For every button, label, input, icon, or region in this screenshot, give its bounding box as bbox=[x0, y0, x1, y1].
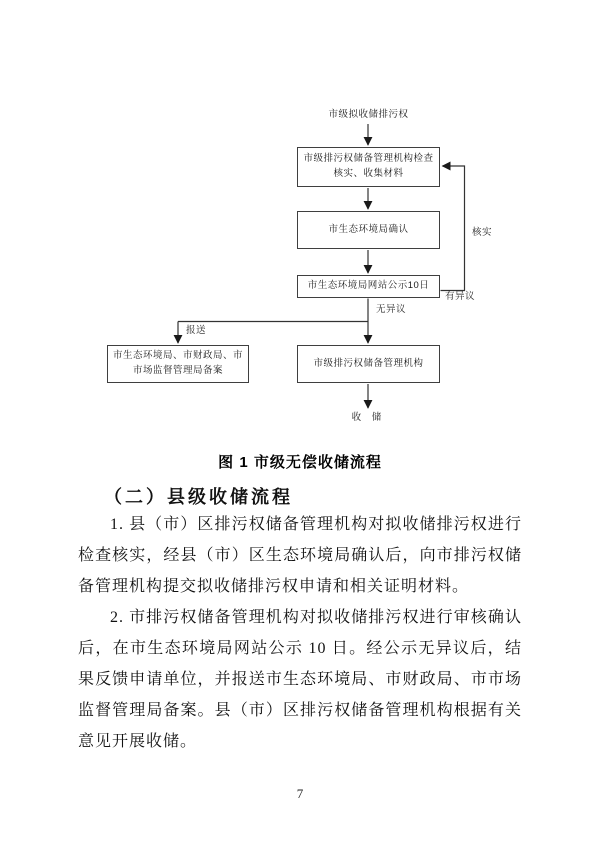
flowchart-outcome-label: 收 储 bbox=[351, 412, 386, 423]
paragraph-1: 1. 县（市）区排污权储备管理机构对拟收储排污权进行检查核实，经县（市）区生态环境局确认后，向市排污权储备管理机构提交拟收储排污权申请和相关证明材料。 bbox=[78, 516, 522, 595]
flowchart-node-filing: 市生态环境局、市财政局、市市场监督管理局备案 bbox=[107, 345, 249, 383]
edge-label-verify: 核实 bbox=[472, 227, 493, 238]
edge-label-submit: 报送 bbox=[186, 325, 207, 336]
body-text bbox=[78, 509, 522, 757]
edge-label-objection: 有异议 bbox=[445, 291, 476, 302]
edge-no-objection-branch bbox=[178, 299, 368, 322]
edge-label-no-objection: 无异议 bbox=[376, 304, 407, 315]
flowchart-node-publicity: 市生态环境局网站公示10日 bbox=[297, 275, 440, 298]
flowchart-node-confirm: 市生态环境局确认 bbox=[297, 211, 440, 249]
edge-objection-feedback bbox=[441, 166, 465, 291]
flowchart-node-check: 市级排污权储备管理机构检查核实、收集材料 bbox=[297, 147, 440, 187]
page-number: 7 bbox=[296, 786, 304, 801]
paragraph-2: 2. 市排污权储备管理机构对拟收储排污权进行审核确认后，在市生态环境局网站公示 10 日。经公示无异议后，结果反馈申请单位，并报送市生态环境局、市财政局、市市场监督管理局备案。县（市）区排污权储备管理机构根据有关意见开展收储。 bbox=[78, 609, 522, 750]
section-heading: （二）县级收储流程 bbox=[104, 487, 293, 507]
flowchart-start-label: 市级拟收储排污权 bbox=[328, 109, 409, 120]
figure-caption: 图 1 市级无偿收储流程 bbox=[218, 454, 382, 471]
flowchart-node-reserve-org: 市级排污权储备管理机构 bbox=[297, 345, 440, 383]
